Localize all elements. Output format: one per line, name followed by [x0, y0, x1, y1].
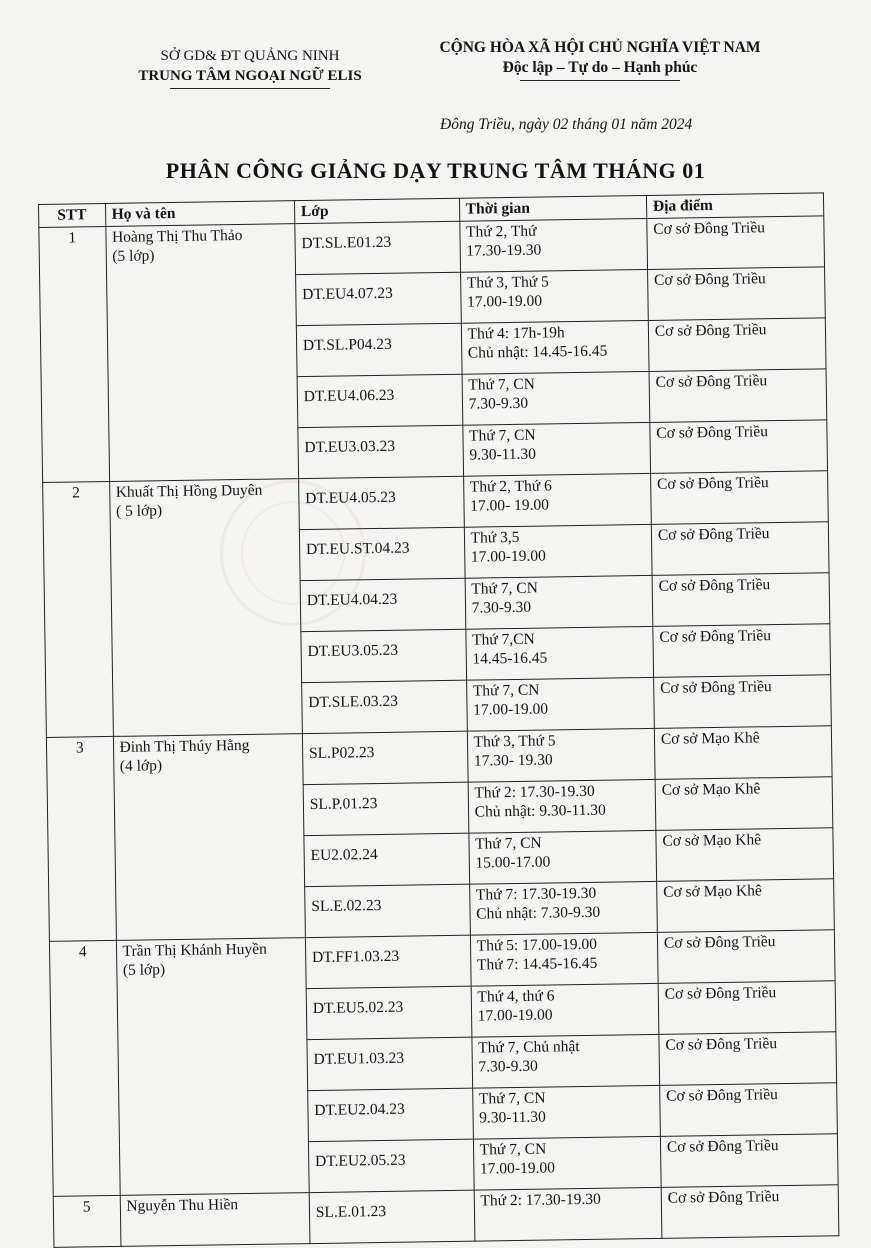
class-count: (4 lớp) — [119, 757, 163, 775]
teacher-name: Khuất Thị Hồng Duyên — [115, 481, 263, 501]
time-line-2: 14.45-16.45 — [472, 649, 548, 668]
schedule-time — [468, 779, 656, 833]
location: Cơ sở Đông Triều — [653, 624, 831, 678]
department-name: SỞ GD& ĐT QUẢNG NINH — [160, 48, 340, 64]
row-number: 3 — [46, 736, 116, 941]
time-line-2: 17.00-19.00 — [479, 1159, 556, 1178]
center-name: TRUNG TÂM NGOẠI NGỮ ELIS — [138, 68, 362, 84]
teacher-name: Hoàng Thị Thu Thảo — [111, 226, 243, 246]
time-line-1: Thứ 3, Thứ 5 — [466, 273, 549, 292]
location: Cơ sở Mạo Khê — [654, 726, 832, 780]
location: Cơ sở Đông Triều — [647, 267, 825, 321]
teacher-cell — [120, 1193, 310, 1247]
schedule-time — [473, 1136, 661, 1190]
row-number: 4 — [49, 940, 119, 1196]
schedule-time — [472, 1085, 660, 1139]
column-header-name: Họ và tên — [105, 201, 295, 227]
time-line-2: Thứ 7: 14.45-16.45 — [476, 954, 598, 974]
table-row — [53, 1185, 839, 1248]
location: Cơ sở Đông Triều — [657, 930, 835, 984]
time-line-1: Thứ 7,CN — [472, 630, 535, 649]
schedule-time — [474, 1187, 662, 1241]
time-line-2: 17.00-19.00 — [473, 700, 549, 719]
teacher-name: Đinh Thị Thúy Hằng — [119, 736, 250, 756]
schedule-table — [38, 192, 839, 1248]
row-number: 2 — [43, 481, 113, 737]
time-line-2: 17.00-19.00 — [477, 1006, 553, 1025]
teacher-cell — [105, 224, 298, 482]
location: Cơ sở Đông Triều — [653, 675, 831, 729]
place-date: Đông Triều, ngày 02 tháng 01 năm 2024 — [440, 116, 693, 133]
time-line-1: Thứ 2: 17.30-19.30 — [480, 1190, 601, 1210]
column-header-class: Lớp — [294, 198, 459, 223]
schedule-time — [465, 575, 653, 629]
time-line-1: Thứ 7, CN — [472, 681, 540, 700]
teacher-name: Nguyễn Thu Hiền — [126, 1196, 239, 1215]
time-line-1: Thứ 7, CN — [475, 834, 542, 853]
row-number: 1 — [39, 227, 109, 483]
row-number: 5 — [53, 1195, 120, 1247]
class-code: DT.EU2.04.23 — [308, 1088, 474, 1141]
schedule-time — [462, 371, 650, 425]
location: Cơ sở Mạo Khê — [655, 777, 833, 831]
location: Cơ sở Mạo Khê — [657, 879, 835, 933]
time-line-1: Thứ 7, CN — [468, 375, 535, 394]
schedule-body — [39, 216, 839, 1248]
class-code: DT.SL.E01.23 — [295, 221, 461, 274]
teacher-cell — [113, 734, 305, 941]
time-line-1: Thứ 2, Thứ — [465, 222, 537, 241]
class-code: SL.E.02.23 — [304, 884, 470, 937]
schedule-time — [462, 422, 650, 476]
location: Cơ sở Đông Triều — [660, 1134, 838, 1188]
schedule-time — [467, 728, 655, 782]
time-line-1: Thứ 2, Thứ 6 — [469, 477, 552, 496]
class-count: (5 lớp) — [122, 961, 166, 979]
document-title: PHÂN CÔNG GIẢNG DẠY TRUNG TÂM THÁNG 01 — [165, 158, 706, 183]
class-count: ( 5 lớp) — [115, 502, 163, 520]
class-code: DT.EU.ST.04.23 — [299, 527, 465, 580]
location: Cơ sở Mạo Khê — [656, 828, 834, 882]
time-line-2: 9.30-11.30 — [469, 445, 537, 464]
class-code: DT.EU5.02.23 — [306, 986, 472, 1039]
issuing-authority — [100, 46, 400, 89]
schedule-time — [468, 830, 656, 884]
class-code: DT.SL.P04.23 — [296, 323, 462, 376]
class-code: SL.P.01.23 — [303, 782, 469, 835]
authority-underline — [170, 88, 330, 89]
class-code: DT.EU4.04.23 — [300, 578, 466, 631]
location: Cơ sở Đông Triều — [651, 522, 829, 576]
class-code: DT.FF1.03.23 — [305, 935, 471, 988]
time-line-1: Thứ 4: 17h-19h — [467, 324, 565, 343]
time-line-2: 17.00- 19.00 — [470, 496, 550, 515]
teacher-cell — [109, 479, 302, 737]
time-line-2: Chủ nhật: 7.30-9.30 — [476, 903, 601, 923]
class-code: DT.EU3.05.23 — [301, 629, 467, 682]
country-name: CỘNG HÒA XÃ HỘI CHỦ NGHĨA VIỆT NAM — [439, 39, 761, 56]
time-line-2: 17.00-19.00 — [466, 292, 543, 311]
time-line-2: 9.30-11.30 — [479, 1108, 546, 1127]
schedule-time — [465, 626, 653, 680]
schedule-time — [459, 218, 647, 272]
location: Cơ sở Đông Triều — [647, 216, 825, 270]
column-header-time: Thời gian — [459, 195, 647, 221]
schedule-time — [472, 1034, 660, 1088]
teacher-cell — [116, 938, 309, 1196]
schedule-time — [471, 983, 659, 1037]
class-code: DT.EU4.06.23 — [297, 374, 463, 427]
schedule-time — [469, 881, 657, 935]
class-code: DT.EU1.03.23 — [307, 1037, 473, 1090]
class-code: DT.EU3.03.23 — [298, 425, 464, 478]
column-header-stt: STT — [39, 204, 106, 228]
class-code: SL.E.01.23 — [309, 1190, 475, 1243]
location: Cơ sở Đông Triều — [649, 369, 827, 423]
location: Cơ sở Đông Triều — [658, 981, 836, 1035]
time-line-1: Thứ 3, Thứ 5 — [473, 732, 556, 751]
class-count: (5 lớp) — [112, 247, 155, 265]
motto: Độc lập – Tự do – Hạnh phúc — [502, 59, 698, 76]
time-line-1: Thứ 2: 17.30-19.30 — [474, 782, 595, 802]
time-line-1: Thứ 7: 17.30-19.30 — [475, 884, 597, 904]
location: Cơ sở Đông Triều — [650, 420, 828, 474]
time-line-2: 17.00-19.00 — [470, 547, 546, 566]
time-line-1: Thứ 7, CN — [479, 1140, 547, 1159]
class-code: SL.P02.23 — [302, 731, 468, 784]
time-line-2: 7.30-9.30 — [468, 394, 529, 413]
time-line-1: Thứ 7, CN — [471, 579, 539, 598]
time-line-1: Thứ 5: 17.00-19.00 — [476, 935, 598, 955]
time-line-1: Thứ 7, CN — [478, 1089, 546, 1108]
teacher-name: Trần Thị Khánh Huyền — [122, 940, 267, 960]
class-code: DT.SLE.03.23 — [301, 680, 467, 733]
location: Cơ sở Đông Triều — [659, 1032, 837, 1086]
motto-underline — [520, 80, 680, 81]
class-code: EU2.02.24 — [304, 833, 470, 886]
schedule-time — [464, 524, 652, 578]
location: Cơ sở Đông Triều — [652, 573, 830, 627]
schedule-time — [460, 269, 648, 323]
time-line-2: 7.30-9.30 — [471, 598, 532, 617]
column-header-location: Địa điểm — [646, 193, 823, 219]
schedule-time — [461, 320, 649, 374]
time-line-2: Chủ nhật: 14.45-16.45 — [467, 342, 608, 362]
class-code: DT.EU4.07.23 — [295, 272, 461, 325]
time-line-1: Thứ 7, CN — [468, 426, 536, 445]
time-line-1: Thứ 3,5 — [470, 528, 520, 547]
time-line-1: Thứ 4, thứ 6 — [477, 987, 555, 1006]
time-line-1: Thứ 7, Chủ nhật — [478, 1038, 580, 1057]
time-line-2: 17.30- 19.30 — [473, 751, 553, 770]
time-line-2: 17.30-19.30 — [466, 241, 542, 260]
time-line-2: Chủ nhật: 9.30-11.30 — [474, 801, 606, 821]
location: Cơ sở Đông Triều — [648, 318, 826, 372]
time-line-2: 7.30-9.30 — [478, 1057, 539, 1076]
location: Cơ sở Đông Triều — [650, 471, 828, 525]
time-line-2: 15.00-17.00 — [475, 853, 551, 872]
location: Cơ sở Đông Triều — [660, 1083, 838, 1137]
class-code: DT.EU2.05.23 — [308, 1139, 474, 1192]
class-code: DT.EU4.05.23 — [298, 476, 464, 529]
schedule-time — [463, 473, 651, 527]
national-motto — [405, 38, 795, 81]
schedule-time — [466, 677, 654, 731]
location: Cơ sở Đông Triều — [661, 1185, 839, 1239]
schedule-time — [470, 932, 658, 986]
